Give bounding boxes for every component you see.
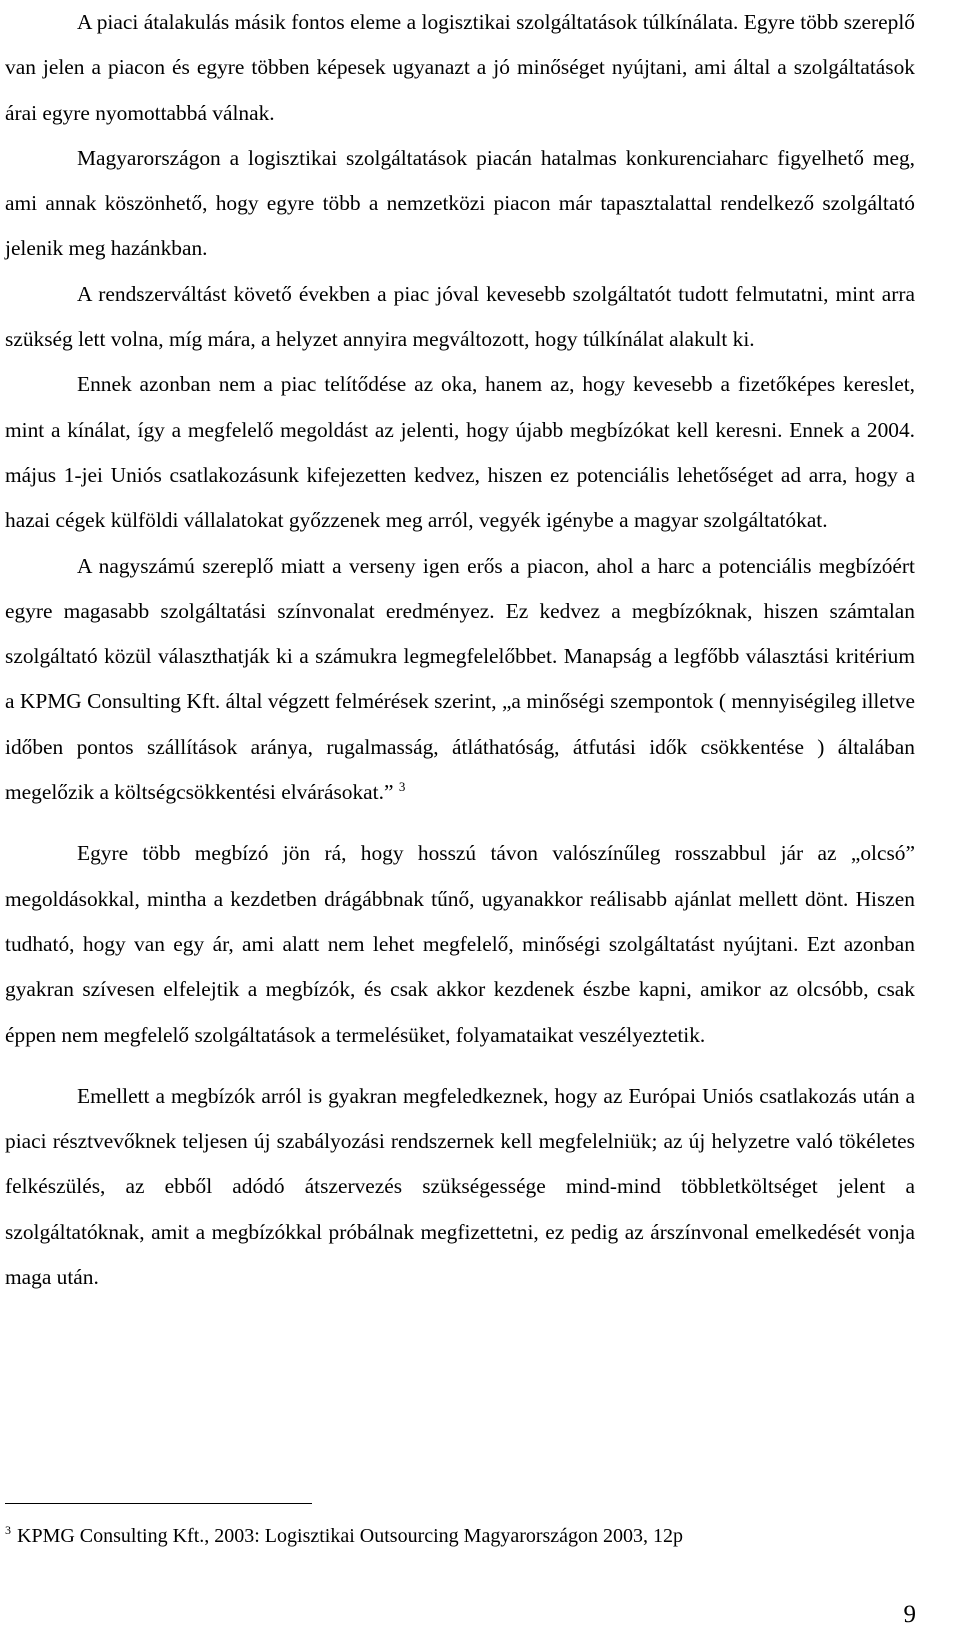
paragraph-eu-regulation: Emellett a megbízók arról is gyakran megfeledkeznek, hogy az Európai Uniós csatlakozás után a piaci résztvevőknek teljesen új szabályozási rendszernek kell megfelelniük; az új helyzetre való tökéletes felkészülés, az ebből adódó átszervezés szükségessége mind-mind többletköltséget jelent a szolgáltatóknak, amit a megbízókkal próbálnak megfizettetni, ez pedig az árszínvonal emelkedését vonja maga után. — [5, 1083, 915, 1290]
paragraph-cheap-solutions: Egyre több megbízó jön rá, hogy hosszú távon valószínűleg rosszabbul jár az „olcsó” megoldásokkal, mintha a kezdetben drágábbnak tűnő, ugyanakkor reálisabb ajánlat mellett dönt. Hiszen tudható, hogy van egy ár, ami alatt nem lehet megfelelő, minőségi szolgáltatást nyújtani. Ezt azonban gyakran szívesen elfelejtik a megbízók, és csak akkor kezdenek észbe kapni, amikor az olcsóbb, csak éppen nem megfelelő szolgáltatások a termelésüket, folyamataikat veszélyeztetik. — [5, 841, 915, 1047]
paragraph-regime-change: A rendszerváltást követő években a piac jóval kevesebb szolgáltatót tudott felmutatni, mint arra szükség lett volna, míg mára, a helyzet annyira megváltozott, hogy túlkínálat alakult ki. — [5, 281, 915, 352]
paragraph-eu-accession: Ennek azonban nem a piac telítődése az oka, hanem az, hogy kevesebb a fizetőképes kereslet, mint a kínálat, így a megfelelő megoldást az jelenti, hogy újabb megbízókat kell keresni. Ennek a 2004. május 1-jei Uniós csatlakozásunk kifejezetten kedvez, hiszen ez potenciális lehetőséget ad arra, hogy a hazai cégek külföldi vállalatokat győzzenek meg arról, vegyék igénybe a magyar szolgáltatókat. — [5, 372, 915, 533]
document-body — [5, 0, 915, 1300]
footnote-reference: 3 — [398, 778, 406, 794]
paragraph-oversupply: A piaci átalakulás másik fontos eleme a logisztikai szolgáltatások túlkínálata. Egyre több szereplő van jelen a piacon és egyre többen képesek ugyanazt a jó minőséget nyújtani, ami által a szolgáltatások árai egyre nyomottabbá válnak. — [5, 10, 915, 125]
footnote-separator — [5, 1503, 312, 1504]
paragraph-service-level — [5, 544, 915, 816]
footnote-text: KPMG Consulting Kft., 2003: Logisztikai Outsourcing Magyarországon 2003, 12p — [17, 1525, 684, 1547]
paragraph-service-level-text: A nagyszámú szereplő miatt a verseny igen erős a piacon, ahol a harc a potenciális megbízóért egyre magasabb szolgáltatási színvonalat eredményez. Ez kedvez a megbízóknak, hiszen számtalan szolgáltató közül választhatják ki a számukra legmegfelelőbbet. Manapság a legfőbb választási kritérium a KPMG Consulting Kft. által végzett felmérések szerint, „a minőségi szempontok ( mennyiségileg illetve időben pontos szállítások aránya, rugalmasság, átláthatóság, átfutási idők csökkentése ) általában megelőzik a költségcsökkentési elvárásokat.” — [5, 553, 915, 805]
footnote-mark: 3 — [5, 1523, 11, 1538]
footnote — [5, 1524, 915, 1548]
paragraph-competition-hungary: Magyarországon a logisztikai szolgáltatások piacán hatalmas konkurenciaharc figyelhető meg, ami annak köszönhető, hogy egyre több a nemzetközi piacon már tapasztalattal rendelkező szolgáltató jelenik meg hazánkban. — [5, 145, 915, 261]
page-number: 9 — [903, 1601, 916, 1628]
